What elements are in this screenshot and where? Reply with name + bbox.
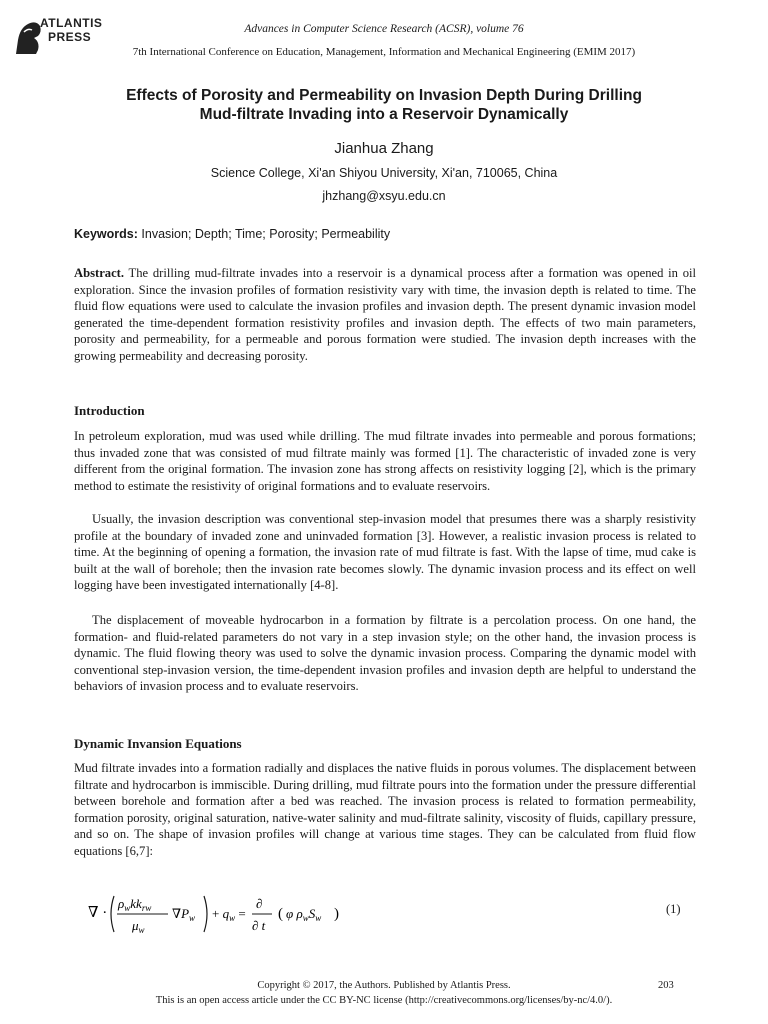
page-number: 203 bbox=[658, 980, 674, 991]
intro-paragraph-2: Usually, the invasion description was conventional step-invasion model that presumes there was a sharply resistivity profile at the boundary of invaded zone and uninvaded formation [3]. However, a realistic invasion process is related to time. At the beginning of opening a formation, the invasion rate of mud filtrate is fast. With the lapse of time, mud cake is built at the wall of borehole; then the invasion rate becomes slowly. The dynamic invasion process and its effect on well logging have been investigated internationally [4-8]. bbox=[74, 512, 696, 592]
abstract bbox=[74, 265, 696, 364]
license-footer: This is an open access article under the CC BY-NC license (http://creativecommons.org/licenses/by-nc/4.0/). bbox=[155, 995, 613, 1006]
intro-paragraph-1: In petroleum exploration, mud was used while drilling. The mud filtrate invades into permeable and porous formations; thus invaded zone that was consisted of mud filtrate mainly was formed [1]. The characteristic of invaded zone is very different from the original formation. The invasion zone has strong affects on resistivity logging [2], which is the primary method to estimate the resistivity of original formations and to evaluate reservoirs. bbox=[74, 429, 696, 493]
svg-text:): ) bbox=[334, 906, 339, 922]
keywords-label: Keywords: bbox=[74, 227, 138, 241]
author-email: jhzhang@xsyu.edu.cn bbox=[322, 189, 446, 203]
conference-header: 7th International Conference on Education, Management, Information and Mechanical Engineering (EMIM 2017) bbox=[132, 46, 636, 58]
abstract-text: The drilling mud-filtrate invades into a reservoir is a dynamical process after a formation was opened in oil exploration. Since the invasion profiles of formation resistivity vary with time, the invasion depth is related to time. The fluid flow equations were used to calculate the invasion profiles and invasion depth. The present dynamic invasion model generated the time-dependent formation resistivity profiles and invasion depth. The effects of two main parameters, porosity and permeability, for a permeable and porous formation were studied. The invasion depth increases with the growing permeability and decreasing porosity. bbox=[74, 266, 697, 363]
equations-paragraph: Mud filtrate invades into a formation radially and displaces the native fluids in porous volumes. The displacement between filtrate and hydrocarbon is immiscible. During drilling, mud filtrate pours into the formation under the pressure differential between borehole and formation after a bed was reached. The invasion process is related to formation permeability, formation porosity, original saturation, native-water salinity and mud-filtrate salinity, viscosity of fluids, capillary pressure, and so on. The shape of invasion profiles will change at various time stages. They can be calculated from fluid flow equations [6,7]: bbox=[74, 761, 696, 858]
title-line1: Effects of Porosity and Permeability on Invasion Depth During Drilling bbox=[126, 87, 642, 104]
equations-heading: Dynamic Invansion Equations bbox=[74, 736, 242, 751]
author-affiliation: Science College, Xi'an Shiyou University, Xi'an, 710065, China bbox=[210, 166, 558, 180]
svg-text:∇ ·: ∇ · bbox=[88, 905, 108, 921]
equation-number: (1) bbox=[666, 902, 681, 916]
series-header: Advances in Computer Science Research (ACSR), volume 76 bbox=[244, 23, 524, 35]
introduction-heading: Introduction bbox=[74, 403, 145, 418]
abstract-label: Abstract. bbox=[74, 266, 125, 280]
svg-text:μw: $\mu_w$ bbox=[132, 918, 145, 935]
flow-equation bbox=[88, 890, 696, 938]
svg-text:(: ( bbox=[278, 906, 283, 922]
paper-title bbox=[60, 86, 708, 124]
keywords-list: Invasion; Depth; Time; Porosity; Permeability bbox=[141, 227, 391, 241]
title-line2: Mud-filtrate Invading into a Reservoir Dynamically bbox=[199, 106, 569, 123]
keywords bbox=[74, 227, 390, 241]
svg-text:∂: ∂ bbox=[256, 896, 263, 911]
svg-text:+ qw =: + $q_w$ = bbox=[212, 906, 246, 923]
intro-paragraph-3: The displacement of moveable hydrocarbon in a formation by filtrate is a percolation process. On one hand, the formation- and fluid-related parameters do not vary in a step invasion style; on the other hand, the invasion process is dynamic. The fluid flowing theory was used to solve the dynamic invasion process. Comparing the dynamic model with conventional step-invasion version, the time-dependent invasion profiles and invasion depth are helpful to understand the behaviors of invasion process and to evaluate reservoirs. bbox=[74, 613, 696, 693]
publisher-line1: ATLANTIS bbox=[40, 16, 103, 30]
publisher-line2: PRESS bbox=[48, 30, 92, 44]
copyright-footer: Copyright © 2017, the Authors. Published by Atlantis Press. bbox=[257, 980, 511, 991]
author-name: Jianhua Zhang bbox=[334, 140, 434, 157]
svg-text:∇Pw: $\nabla P_w$ bbox=[172, 906, 196, 923]
svg-text:ρwkkrw: $\rho_wkk_{rw}$ bbox=[118, 896, 152, 913]
svg-text:φ ρwSw: φ $\rho_wS_w$ bbox=[286, 906, 322, 923]
svg-text:∂ t: ∂ t bbox=[252, 918, 266, 933]
